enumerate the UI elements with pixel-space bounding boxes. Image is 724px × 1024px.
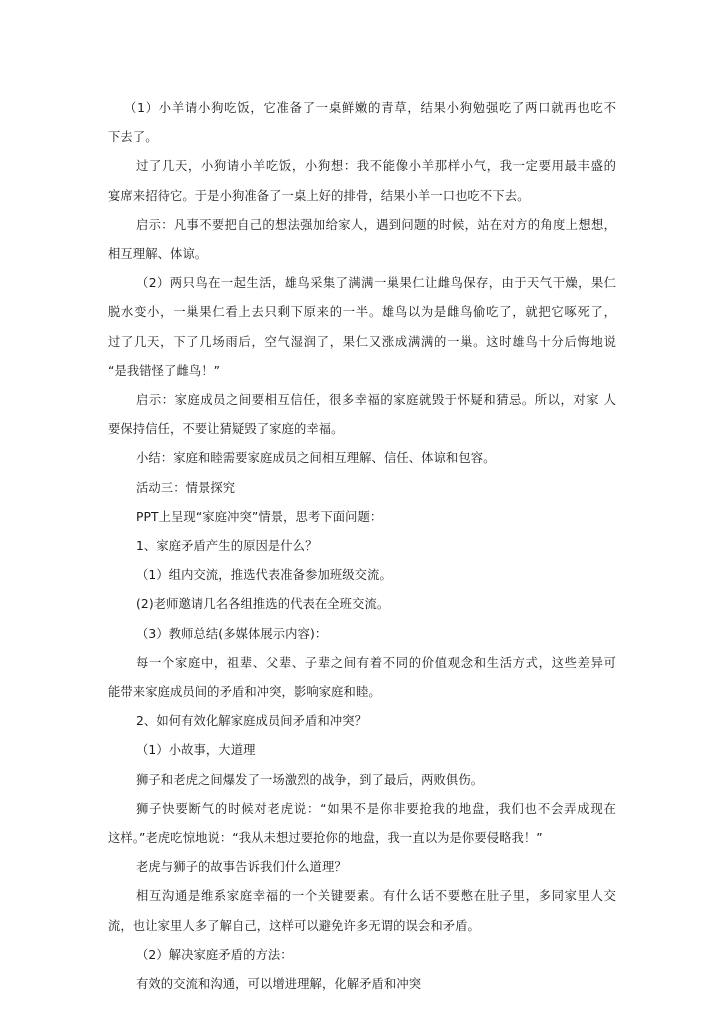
text-line: 能带来家庭成员间的矛盾和冲突，影响家庭和睦。 bbox=[108, 685, 381, 700]
paragraph bbox=[108, 474, 616, 503]
text-line: （3）教师总结(多媒体展示内容)： bbox=[136, 626, 328, 641]
text-line: （2）解决家庭矛盾的方法： bbox=[136, 947, 293, 962]
paragraph bbox=[108, 503, 616, 532]
text-line: （1）组内交流，推选代表准备参加班级交流。 bbox=[136, 568, 392, 583]
text-line: 狮子和老虎之间爆发了一场激烈的战争，到了最后，两败俱伤。 bbox=[136, 772, 484, 787]
text-line: (2)老师邀请几名各组推选的代表在全班交流。 bbox=[136, 597, 390, 612]
text-line: 启示：家庭成员之间要相互信任，很多幸福的家庭就毁于怀疑和猜忌。所以，对家 人 bbox=[136, 393, 616, 408]
text-line: 宴席来招待它。于是小狗准备了一桌上好的排骨，结果小羊一口也吃不下去。 bbox=[108, 188, 530, 203]
text-line: （1）小羊请小狗吃饭，它准备了一桌鲜嫩的青草，结果小狗勉强吃了两口就再也吃不 bbox=[124, 101, 616, 115]
text-line: 狮子快要断气的时候对老虎说：“如果不是你非要抢我的地盘，我们也不会弄成现在 bbox=[136, 801, 616, 816]
paragraph bbox=[108, 94, 616, 152]
paragraph bbox=[108, 211, 616, 269]
text-line: 要保持信任，不要让猜疑毁了家庭的幸福。 bbox=[108, 422, 344, 437]
paragraph bbox=[108, 970, 616, 999]
paragraph bbox=[108, 269, 616, 386]
paragraph bbox=[108, 795, 616, 853]
paragraph bbox=[108, 590, 616, 619]
paragraph bbox=[108, 736, 616, 765]
paragraph bbox=[108, 620, 616, 649]
text-line: 活动三：情景探究 bbox=[136, 480, 236, 495]
text-line: 有效的交流和沟通，可以增进理解，化解矛盾和冲突 bbox=[136, 977, 422, 992]
text-line: 过了几天，小狗请小羊吃饭，小狗想：我不能像小羊那样小气，我一定要用最丰盛的 bbox=[136, 159, 616, 174]
text-line: 2、如何有效化解家庭成员间矛盾和冲突？ bbox=[136, 714, 368, 729]
paragraph bbox=[108, 386, 616, 444]
text-line: 流，也让家里人多了解自己，这样可以避免许多无谓的误会和矛盾。 bbox=[108, 918, 480, 933]
paragraph bbox=[108, 707, 616, 736]
text-line: 老虎与狮子的故事告诉我们什么道理？ bbox=[136, 860, 347, 875]
text-line: 下去了。 bbox=[108, 130, 158, 145]
paragraph bbox=[108, 649, 616, 707]
text-line: 小结：家庭和睦需要家庭成员之间相互理解、信任、体谅和包容。 bbox=[136, 451, 496, 466]
text-line: PPT上呈现“家庭冲突”情景，思考下面问题： bbox=[136, 509, 383, 524]
paragraph bbox=[108, 532, 616, 561]
text-line: 过了几天，下了几场雨后，空气湿润了，果仁又涨成满满的一巢。这时雄鸟十分后悔地说 bbox=[108, 334, 616, 349]
text-line: 相互理解、体谅。 bbox=[108, 247, 208, 262]
text-line: 这样。”老虎吃惊地说：“我从未想过要抢你的地盘，我一直以为是你要侵略我！” bbox=[108, 831, 543, 846]
paragraph bbox=[108, 152, 616, 210]
paragraph bbox=[108, 941, 616, 970]
text-line: 相互沟通是维系家庭幸福的一个关键要素。有什么话不要憋在肚子里，多同家里人交 bbox=[136, 889, 616, 904]
text-line: 每一个家庭中，祖辈、父辈、子辈之间有着不同的价值观念和生活方式，这些差异可 bbox=[136, 655, 616, 670]
paragraph bbox=[108, 561, 616, 590]
text-line: “是我错怪了雌鸟！” bbox=[108, 363, 221, 378]
text-line: 启示：凡事不要把自己的想法强加给家人，遇到问题的时候，站在对方的角度上想想， bbox=[136, 217, 616, 232]
paragraph bbox=[108, 444, 616, 473]
paragraph bbox=[108, 853, 616, 882]
text-line: 1、家庭矛盾产生的原因是什么？ bbox=[136, 539, 318, 554]
text-line: （1）小故事，大道理 bbox=[136, 743, 256, 758]
text-line: （2）两只鸟在一起生活，雄鸟采集了满满一巢果仁让雌鸟保存，由于天气干燥，果仁 bbox=[136, 276, 616, 291]
text-line: 脱水变小，一巢果仁看上去只剩下原来的一半。雄鸟以为是雌鸟偷吃了，就把它啄死了， bbox=[108, 305, 616, 320]
paragraph bbox=[108, 766, 616, 795]
paragraph bbox=[108, 882, 616, 940]
